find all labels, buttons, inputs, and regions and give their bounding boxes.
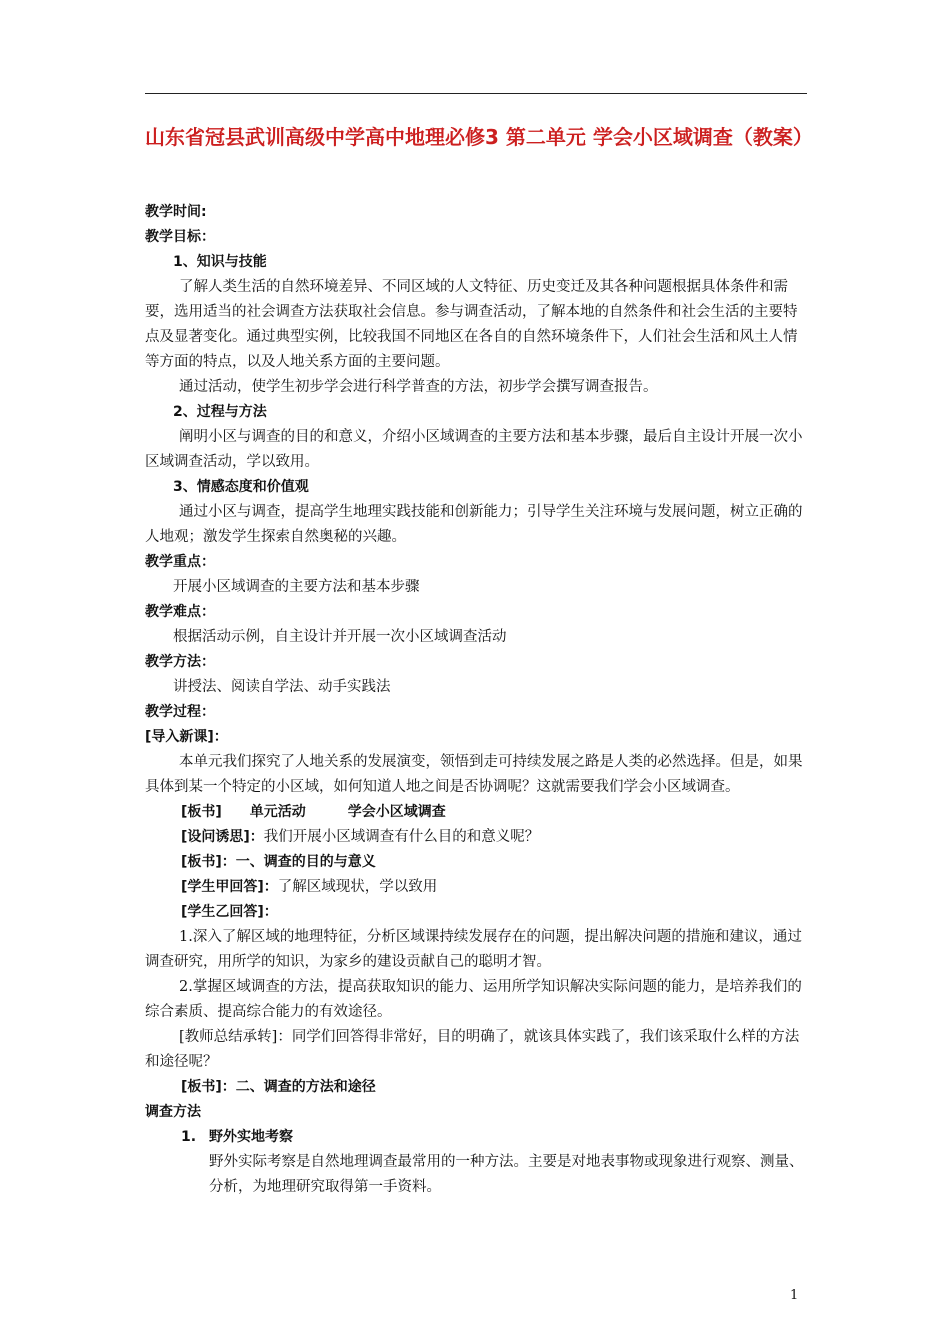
header-rule	[145, 93, 807, 94]
item1-number: 1.	[181, 1129, 197, 1145]
item1-text: 野外实际考察是自然地理调查最常用的一种方法。主要是对地表事物或现象进行观察、测量、分析，为地理研究取得第一手资料。	[209, 1154, 804, 1195]
goal3-paragraph: 通过小区与调查，提高学生地理实践技能和创新能力；引导学生关注环境与发展问题，树立正确的人地观；激发学生探索自然奥秘的兴趣。	[145, 504, 803, 545]
goal3-heading: 3、情感态度和价值观	[173, 479, 309, 495]
teacher-summary: [教师总结承转]：同学们回答得非常好，目的明确了，就该具体实践了，我们该采取什么样的方法和途径呢？	[145, 1029, 800, 1070]
page-number: 1	[790, 1288, 799, 1303]
question-label: [设问诱思]：	[181, 829, 264, 845]
item1-heading-line	[145, 1125, 807, 1150]
goal2-heading: 2、过程与方法	[173, 404, 267, 420]
methods-text: 讲授法、阅读自学法、动手实践法	[173, 679, 391, 695]
goal1-paragraph-1: 了解人类生活的自然环境差异、不同区域的人文特征、历史变迁及其各种问题根据具体条件和需要，选用适当的社会调查方法获取社会信息。参与调查活动，了解本地的自然条件和社会生活的主要特点及显著变化。通过典型实例，比较我国不同地区在各自的自然环境条件下，人们社会生活和风土人情等方面的特点，以及人地关系方面的主要问题。	[145, 279, 798, 370]
intro-paragraph: 本单元我们探究了人地关系的发展演变，领悟到走可持续发展之路是人类的必然选择。但是，如果具体到某一个特定的小区域，如何知道人地之间是否协调呢？这就需要我们学会小区域调查。	[145, 754, 803, 795]
document-body	[145, 200, 807, 1200]
survey-methods-heading: 调查方法	[145, 1104, 201, 1120]
student-a-text: 了解区域现状，学以致用	[277, 879, 438, 895]
process-label: 教学过程：	[145, 704, 215, 720]
difficulties-label: 教学难点：	[145, 604, 215, 620]
difficulties-text: 根据活动示例，自主设计并开展一次小区域调查活动	[173, 629, 507, 645]
board-note-2: [板书]：一、调查的目的与意义	[181, 854, 376, 870]
student-a-line	[145, 875, 807, 900]
methods-label: 教学方法：	[145, 654, 215, 670]
goal2-paragraph: 阐明小区与调查的目的和意义，介绍小区域调查的主要方法和基本步骤，最后自主设计开展一次小区域调查活动，学以致用。	[145, 429, 803, 470]
teaching-time-label: 教学时间:	[145, 204, 207, 220]
item1-heading: 野外实地考察	[209, 1129, 293, 1145]
goal1-heading: 1、知识与技能	[173, 254, 267, 270]
student-b-label: [学生乙回答]：	[181, 904, 278, 920]
question-line	[145, 825, 807, 850]
board-note-3: [板书]：二、调查的方法和途径	[181, 1079, 376, 1095]
question-text: 我们开展小区域调查有什么目的和意义呢？	[263, 829, 540, 845]
student-b-paragraph-1: 1.深入了解区域的地理特征，分析区域课持续发展存在的问题，提出解决问题的措施和建议，通过调查研究，用所学的知识，为家乡的建设贡献自己的聪明才智。	[145, 929, 802, 970]
key-points-label: 教学重点：	[145, 554, 215, 570]
student-a-label: [学生甲回答]：	[181, 879, 278, 895]
student-b-paragraph-2: 2.掌握区域调查的方法，提高获取知识的能力、运用所学知识解决实际问题的能力，是培养我们的综合素质、提高综合能力的有效途径。	[145, 979, 802, 1020]
board-note-1: [板书] 单元活动 学会小区域调查	[181, 804, 446, 820]
goal1-paragraph-2: 通过活动，使学生初步学会进行科学普查的方法，初步学会撰写调查报告。	[179, 379, 658, 395]
teaching-goals-label: 教学目标：	[145, 229, 215, 245]
document-title: 山东省冠县武训高级中学高中地理必修3 第二单元 学会小区域调查（教案）	[145, 125, 813, 149]
intro-label: [导入新课]：	[145, 729, 228, 745]
key-points-text: 开展小区域调查的主要方法和基本步骤	[173, 579, 420, 595]
